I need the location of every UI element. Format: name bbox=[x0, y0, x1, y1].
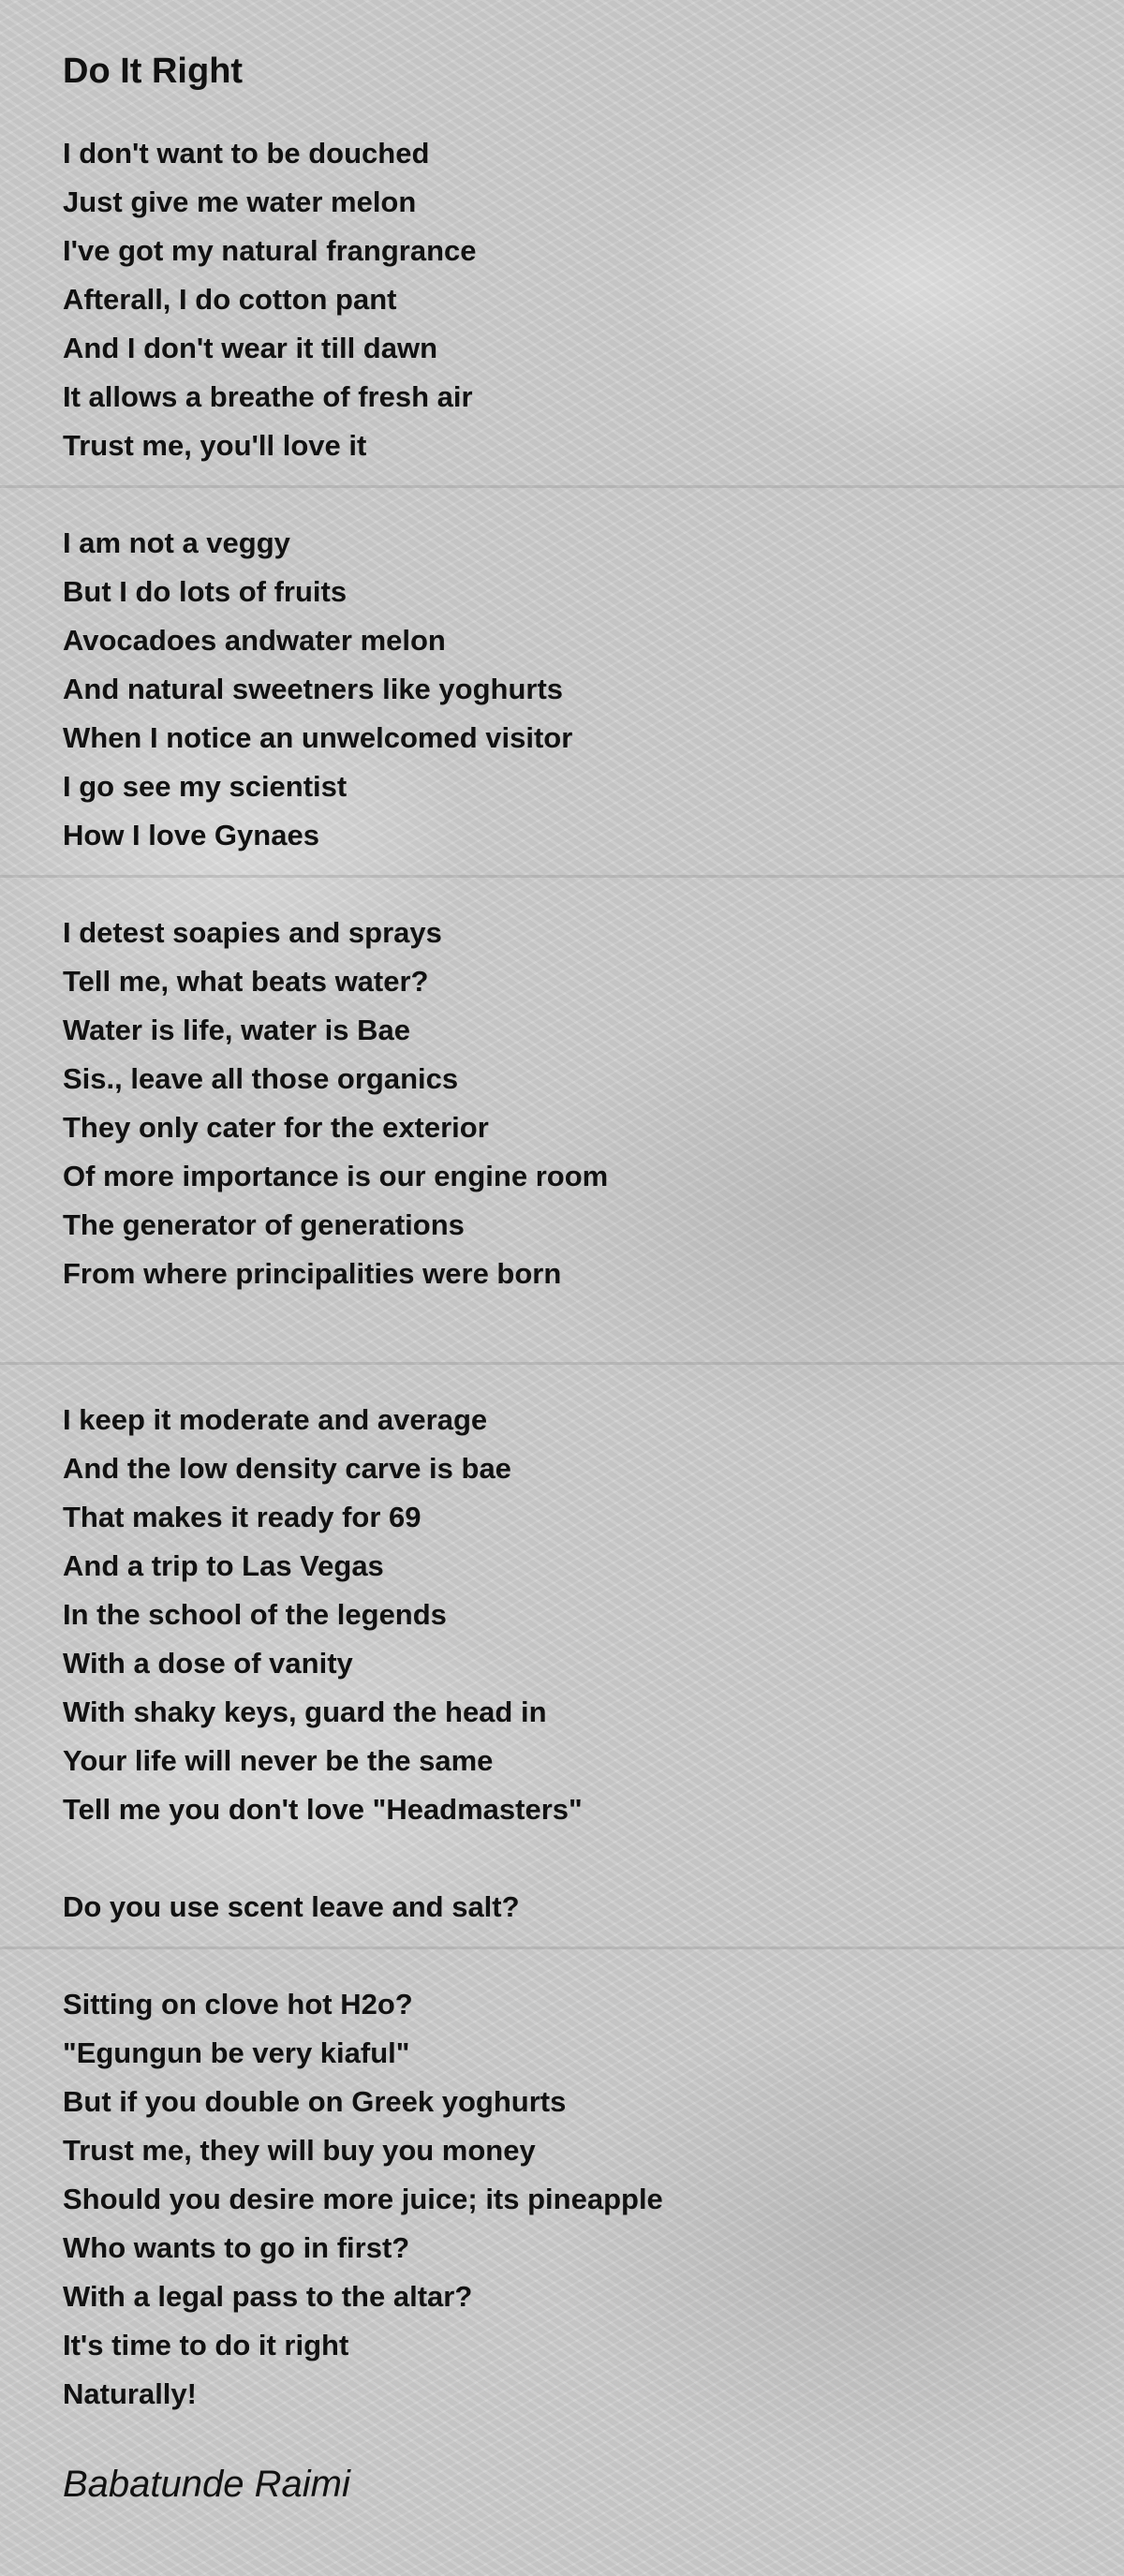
poem-line: Tell me you don't love "Headmasters" bbox=[63, 1793, 583, 1826]
stanza-break bbox=[63, 1347, 1093, 1396]
poem-line: The generator of generations bbox=[63, 1208, 465, 1241]
poem-line: Trust me, you'll love it bbox=[63, 429, 367, 462]
stanza-break bbox=[63, 1834, 1093, 1883]
poem-line: Sis., leave all those organics bbox=[63, 1062, 459, 1095]
poem-line: Avocadoes andwater melon bbox=[63, 624, 446, 657]
poem-line: "Egungun be very kiaful" bbox=[63, 2036, 410, 2069]
poem-line: Afterall, I do cotton pant bbox=[63, 283, 397, 316]
poem-title: Do It Right bbox=[63, 52, 244, 91]
poem-line: I don't want to be douched bbox=[63, 137, 430, 170]
poem-line: Naturally! bbox=[63, 2377, 197, 2410]
poem-line: I go see my scientist bbox=[63, 770, 348, 803]
poem-line: It's time to do it right bbox=[63, 2329, 349, 2361]
poem-line: But I do lots of fruits bbox=[63, 575, 348, 608]
poem-line: Your life will never be the same bbox=[63, 1744, 494, 1777]
poem-line: Water is life, water is Bae bbox=[63, 1014, 411, 1046]
stanza-break bbox=[63, 860, 1093, 909]
poem-line: With a legal pass to the altar? bbox=[63, 2280, 473, 2313]
poem-line: From where principalities were born bbox=[63, 1257, 562, 1290]
poem-line: And natural sweetners like yoghurts bbox=[63, 673, 564, 705]
poem-line: When I notice an unwelcomed visitor bbox=[63, 721, 573, 754]
poem-line: Tell me, what beats water? bbox=[63, 965, 429, 998]
poem-line: With a dose of vanity bbox=[63, 1647, 353, 1680]
poem-line: Do you use scent leave and salt? bbox=[63, 1890, 520, 1923]
stanza-break bbox=[63, 470, 1093, 519]
poem-line: I keep it moderate and average bbox=[63, 1403, 488, 1436]
poem-line: That makes it ready for 69 bbox=[63, 1501, 422, 1533]
poem-line: How I love Gynaes bbox=[63, 819, 319, 851]
poem-line: And a trip to Las Vegas bbox=[63, 1549, 384, 1582]
poem-line: I detest soapies and sprays bbox=[63, 916, 442, 949]
poem-line: In the school of the legends bbox=[63, 1598, 447, 1631]
poem-line: Just give me water melon bbox=[63, 185, 417, 218]
poem-line: Of more importance is our engine room bbox=[63, 1160, 609, 1192]
poem-body bbox=[63, 129, 1093, 2419]
poem-line: With shaky keys, guard the head in bbox=[63, 1695, 547, 1728]
poem-line: Who wants to go in first? bbox=[63, 2231, 410, 2264]
stanza-break bbox=[63, 1298, 1093, 1347]
stanza-break bbox=[63, 1932, 1093, 1980]
poem-line: They only cater for the exterior bbox=[63, 1111, 489, 1144]
poem-line: And the low density carve is bae bbox=[63, 1452, 511, 1485]
poem-container bbox=[63, 47, 1093, 2509]
poem-line: Should you desire more juice; its pineapple bbox=[63, 2183, 663, 2215]
poem-line: I am not a veggy bbox=[63, 526, 290, 559]
poem-author: Babatunde Raimi bbox=[63, 2464, 350, 2505]
poem-line: It allows a breathe of fresh air bbox=[63, 380, 473, 413]
poem-line: I've got my natural frangrance bbox=[63, 234, 477, 267]
poem-line: And I don't wear it till dawn bbox=[63, 332, 438, 364]
poem-line: Sitting on clove hot H2o? bbox=[63, 1988, 413, 2021]
poem-line: Trust me, they will buy you money bbox=[63, 2134, 536, 2167]
poem-line: But if you double on Greek yoghurts bbox=[63, 2085, 567, 2118]
